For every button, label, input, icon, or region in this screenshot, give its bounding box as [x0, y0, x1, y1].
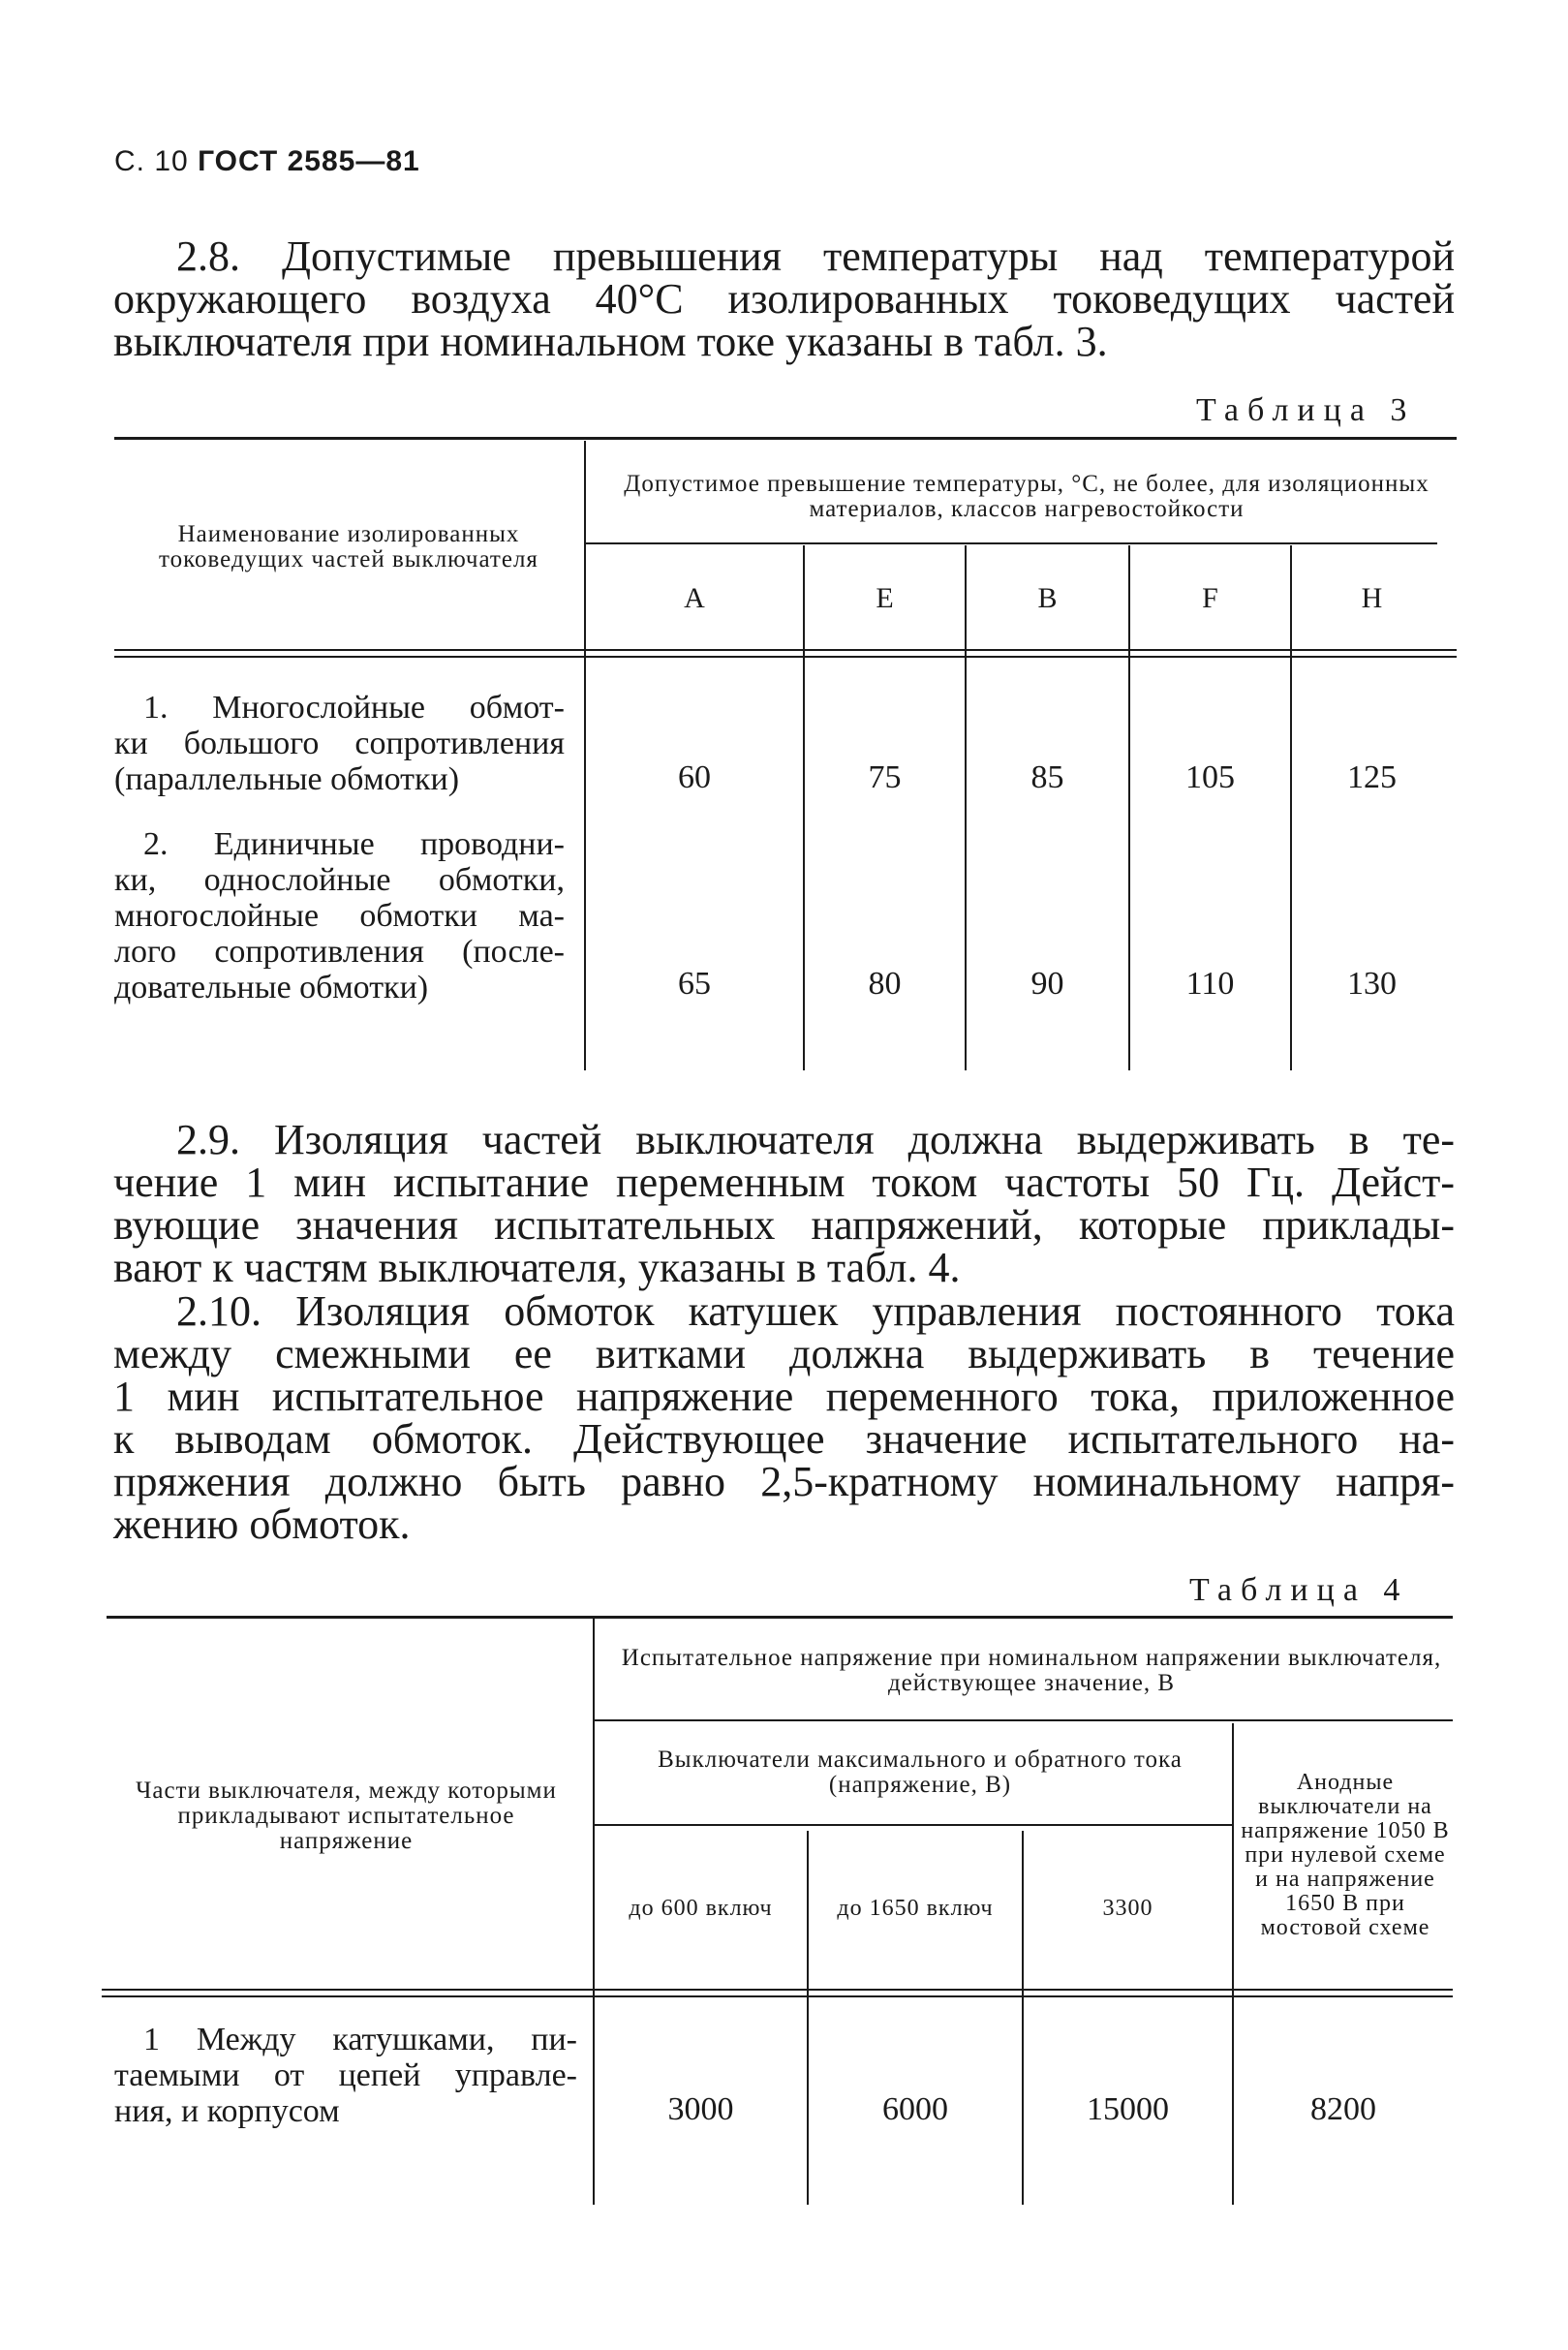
table-cell-value: 3000	[667, 2090, 734, 2127]
text-line: довательные обмотки)	[114, 970, 429, 1005]
text-line: к выводам обмоток. Действующее значение испытательного на-	[113, 1415, 1455, 1463]
table-4-top-rule	[107, 1616, 1453, 1619]
table-3-caption: Таблица 3	[1196, 392, 1416, 428]
table-cell-value: 75	[868, 758, 902, 795]
text-line: ки большого сопротивления	[114, 726, 565, 761]
table-3-group-header: Допустимое превышение температуры, °С, не более, для изоляционных материалов, классов нагревостойкости	[624, 471, 1430, 522]
text-line: вующие значения испытательных напряжений, которые приклады-	[113, 1201, 1455, 1249]
text-line: многослойные обмотки ма-	[114, 898, 565, 934]
table-cell-value: 80	[868, 965, 902, 1002]
text-line: 2.9. Изоляция частей выключателя должна выдерживать в те-	[176, 1116, 1455, 1163]
table-4-parts-header: Части выключателя, между которыми прикладывают испытательное напряжение	[136, 1778, 557, 1854]
table-3-name-header: Наименование изолированных токоведущих частей выключателя	[159, 521, 538, 572]
table-cell-value: 8200	[1310, 2090, 1376, 2127]
table-3-row-label	[114, 826, 565, 1005]
table-cell-value: 15000	[1087, 2090, 1169, 2127]
text-line: чение 1 мин испытание переменным током частоты 50 Гц. Дейст-	[113, 1159, 1455, 1206]
table-3-top-rule	[114, 437, 1457, 440]
table-3-class-header: F	[1202, 581, 1218, 614]
table-4-column-header: до 1650 включ	[837, 1896, 994, 1921]
table-cell-value: 130	[1347, 965, 1397, 1002]
paragraph-2-8	[113, 232, 1455, 365]
table-3-header-rule-double	[114, 656, 1457, 658]
table-cell-value: 60	[678, 758, 711, 795]
table-3-group-rule	[584, 542, 1437, 544]
table-cell-value: 85	[1030, 758, 1064, 795]
table-cell-value: 125	[1347, 758, 1397, 795]
document-code: ГОСТ 2585—81	[198, 145, 420, 177]
text-line: пряжения должно быть равно 2,5-кратному номинальному напря-	[113, 1458, 1455, 1505]
table-4-divider	[1232, 1723, 1234, 2205]
table-4-caption: Таблица 4	[1189, 1572, 1409, 1608]
text-line: выключателя при номинальном токе указаны в табл. 3.	[113, 318, 1108, 365]
table-4-header-rule-double	[102, 1995, 1453, 1997]
table-3-class-header: Е	[876, 581, 894, 614]
table-cell-value: 110	[1185, 965, 1235, 1002]
table-cell-value: 90	[1030, 965, 1064, 1002]
page-header	[114, 145, 420, 178]
text-line: вают к частям выключателя, указаны в табл. 4.	[113, 1244, 961, 1291]
table-cell-value: 105	[1185, 758, 1235, 795]
table-4-column-header: до 600 включ	[629, 1896, 773, 1921]
text-line: жению обмоток.	[113, 1500, 411, 1548]
text-line: окружающего воздуха 40°С изолированных токоведущих частей	[113, 275, 1455, 323]
table-cell-value: 65	[678, 965, 711, 1002]
paragraph-2-10	[113, 1287, 1455, 1548]
table-4-header-rule	[102, 1989, 1453, 1991]
text-line: 1. Многослойные обмот-	[143, 690, 565, 726]
page-number: С. 10	[114, 145, 189, 177]
table-4-group-rule	[593, 1719, 1453, 1721]
text-line: ки, однослойные обмотки,	[114, 862, 565, 898]
table-4-group-header: Испытательное напряжение при номинальном напряжении выключателя, действующее значение, В	[621, 1645, 1442, 1696]
table-cell-value: 6000	[882, 2090, 948, 2127]
table-3-class-header: А	[684, 581, 705, 614]
table-3-row-label	[114, 690, 565, 797]
text-line: 2.10. Изоляция обмоток катушек управления постоянного тока	[176, 1287, 1455, 1335]
text-line: таемыми от цепей управле-	[114, 2057, 577, 2093]
table-3-header-rule	[114, 649, 1457, 651]
table-4-sub-header-left: Выключатели максимального и обратного тока (напряжение, В)	[658, 1747, 1183, 1798]
text-line: (параллельные обмотки)	[114, 761, 460, 797]
text-line: 1 мин испытательное напряжение переменного тока, приложенное	[113, 1373, 1455, 1420]
table-4-column-header: 3300	[1102, 1896, 1153, 1921]
table-4-sub-rule	[593, 1824, 1232, 1826]
text-line: ния, и корпусом	[114, 2093, 340, 2129]
table-3-class-header: Н	[1361, 581, 1383, 614]
text-line: 2.8. Допустимые превышения температуры над температурой	[176, 232, 1455, 280]
table-4-row-label	[114, 2022, 577, 2129]
text-line: 2. Единичные проводни-	[143, 826, 565, 862]
table-3-class-header: В	[1037, 581, 1058, 614]
text-line: 1 Между катушками, пи-	[143, 2022, 577, 2057]
text-line: лого сопротивления (после-	[114, 934, 565, 970]
text-line: между смежными ее витками должна выдерживать в течение	[113, 1330, 1455, 1377]
table-4-sub-header-right: Анодные выключатели на напряжение 1050 В при нулевой схеме и на напряжение 1650 В при мостовой схеме	[1241, 1769, 1450, 1940]
paragraph-2-9	[113, 1116, 1455, 1291]
